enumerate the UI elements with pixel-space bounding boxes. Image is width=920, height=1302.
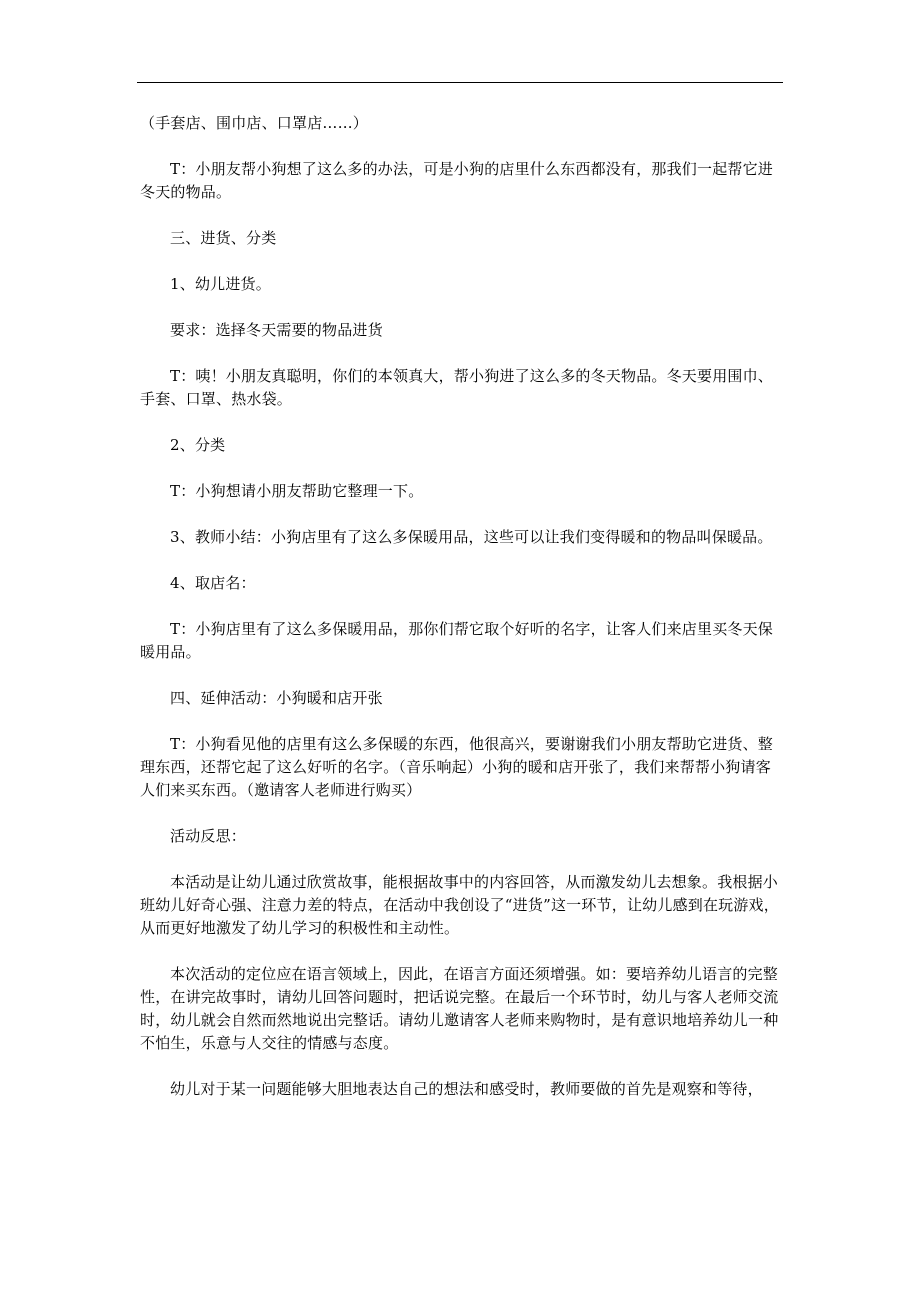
document-body	[140, 112, 786, 1124]
paragraph-reflection-1: 本活动是让幼儿通过欣赏故事，能根据故事中的内容回答，从而激发幼儿去想象。我根据小班幼儿好奇心强、注意力差的特点，在活动中我创设了“进货”这一环节，让幼儿感到在玩游戏，从而更好地激发了幼儿学习的积极性和主动性。	[140, 873, 779, 937]
section-heading-extension: 四、延伸活动：小狗暖和店开张	[170, 689, 383, 707]
step-stock: 1、幼儿进货。	[170, 275, 271, 293]
step-sort: 2、分类	[170, 436, 226, 454]
paragraph-teacher-intro: T：小朋友帮小狗想了这么多的办法，可是小狗的店里什么东西都没有，那我们一起帮它进冬天的物品。	[140, 160, 774, 201]
requirement-text: 要求：选择冬天需要的物品进货	[170, 321, 383, 339]
paragraph-teacher-opening: T：小狗看见他的店里有这么多保暖的东西，他很高兴，要谢谢我们小朋友帮助它进货、整理东西，还帮它起了这么好听的名字。（音乐响起）小狗的暖和店开张了，我们来帮帮小狗请客人们来买东西。（邀请客人老师进行购买）	[140, 735, 774, 799]
paragraph-store-list: （手套店、围巾店、口罩店……）	[140, 114, 369, 132]
paragraph-reflection-3: 幼儿对于某一问题能够大胆地表达自己的想法和感受时，教师要做的首先是观察和等待，	[170, 1080, 763, 1098]
header-rule	[137, 82, 783, 83]
step-store-name: 4、取店名：	[170, 574, 256, 592]
section-heading-reflection: 活动反思：	[170, 827, 247, 845]
section-heading-stock-sort: 三、进货、分类	[170, 229, 277, 247]
paragraph-teacher-organize: T：小狗想请小朋友帮助它整理一下。	[170, 482, 424, 500]
paragraph-teacher-naming: T：小狗店里有了这么多保暖用品，那你们帮它取个好听的名字，让客人们来店里买冬天保暖用品。	[140, 620, 774, 661]
step-teacher-summary: 3、教师小结：小狗店里有了这么多保暖用品，这些可以让我们变得暖和的物品叫保暖品。	[170, 528, 773, 546]
paragraph-teacher-praise: T：咦！小朋友真聪明，你们的本领真大，帮小狗进了这么多的冬天物品。冬天要用围巾、手套、口罩、热水袋。	[140, 367, 774, 408]
paragraph-reflection-2: 本次活动的定位应在语言领域上，因此，在语言方面还须增强。如：要培养幼儿语言的完整性，在讲完故事时，请幼儿回答问题时，把话说完整。在最后一个环节时，幼儿与客人老师交流时，幼儿就会自然而然地说出完整话。请幼儿邀请客人老师来购物时，是有意识地培养幼儿一种不怕生，乐意与人交往的情感与态度。	[140, 965, 779, 1052]
